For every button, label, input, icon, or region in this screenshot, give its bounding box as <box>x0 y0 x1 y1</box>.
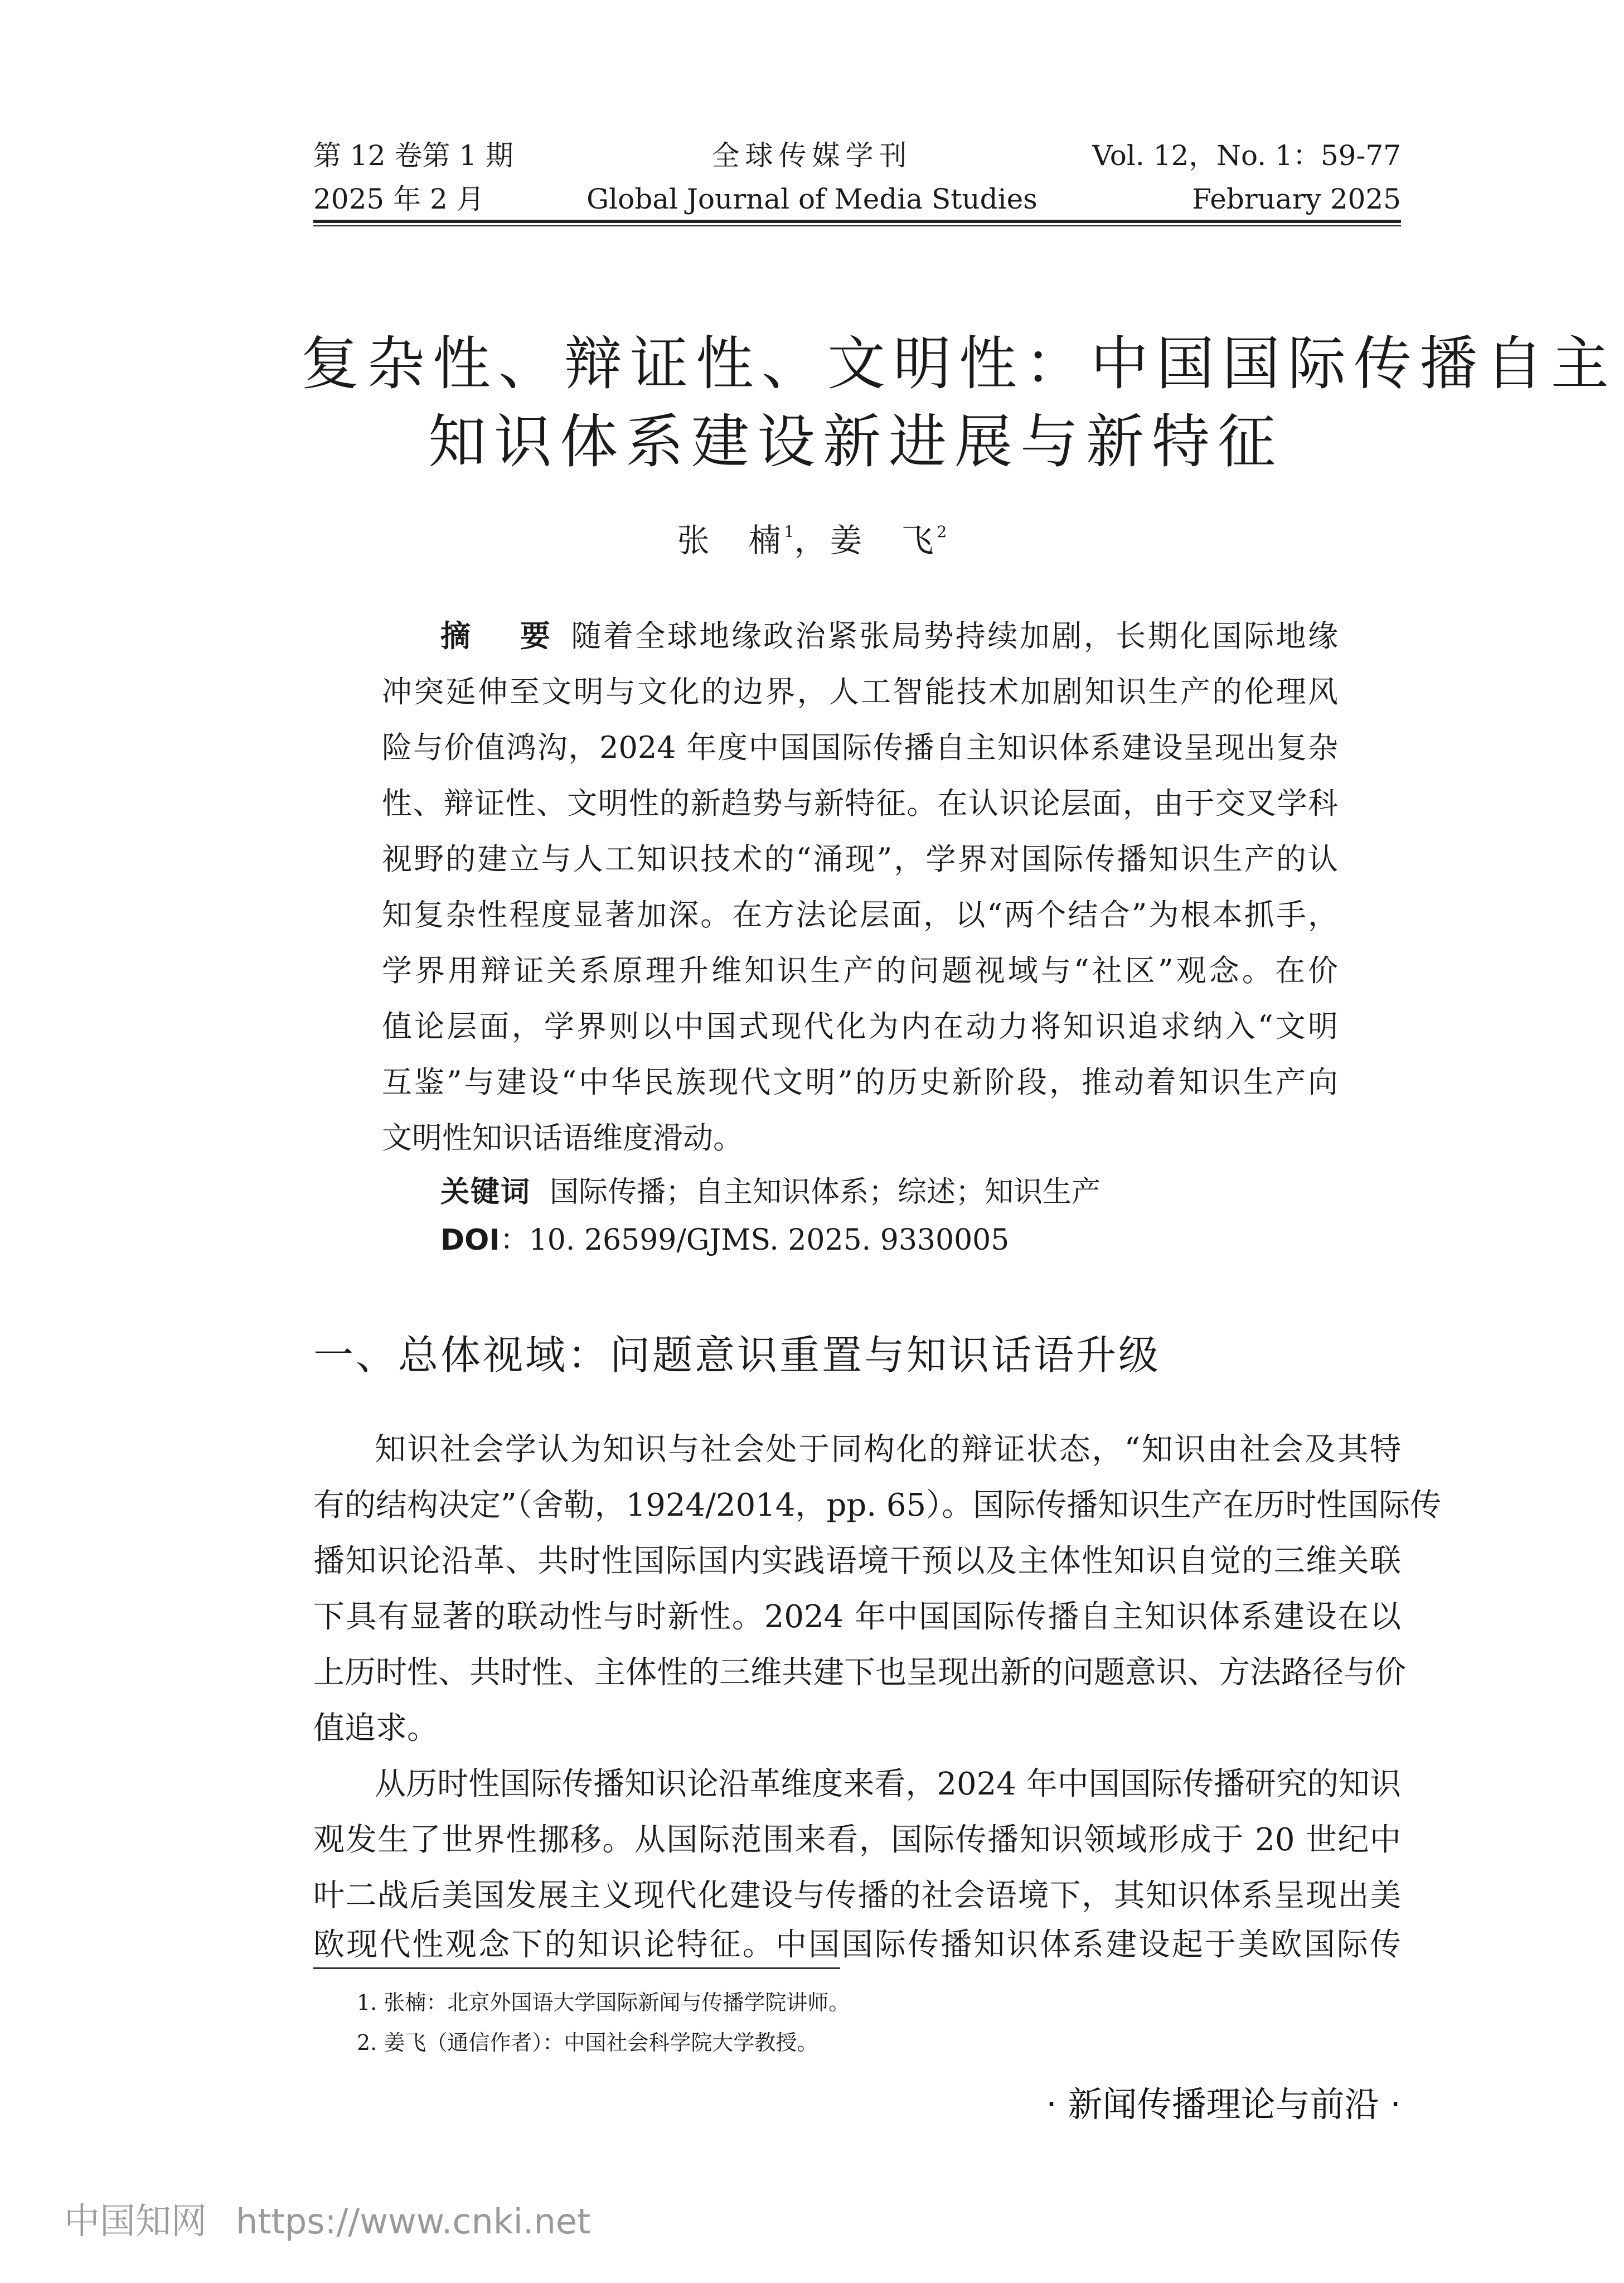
doi <box>440 1223 1010 1257</box>
header-volume-en: Vol. 12，No. 1：59-77 <box>1092 139 1401 172</box>
body-line: 从历时性国际传播知识论沿革维度来看，2024 年中国国际传播研究的知识 <box>375 1766 1401 1802</box>
body-line: 播知识论沿革、共时性国际国内实践语境干预以及主体性知识自觉的三维关联 <box>313 1543 1401 1579</box>
watermark-url[interactable]: https://www.cnki.net <box>236 2201 591 2242</box>
body-line: 知识社会学认为知识与社会处于同构化的辩证状态，“知识由社会及其特 <box>375 1431 1401 1468</box>
author-separator: ， <box>794 521 830 559</box>
watermark-brand: 中国知网 <box>64 2201 207 2242</box>
header-rule-thin <box>313 225 1401 226</box>
abstract-label: 摘 要 <box>440 618 560 654</box>
doi-label: DOI <box>440 1223 500 1257</box>
body-line: 上历时性、共时性、主体性的三维共建下也呈现出新的问题意识、方法路径与价 <box>313 1655 1406 1691</box>
abstract-line: 视野的建立与人工知识技术的“涌现”，学界对国际传播知识生产的认 <box>382 841 1338 877</box>
footnote-2: 2. 姜飞（通信作者）：中国社会科学院大学教授。 <box>357 2030 818 2055</box>
header-volume-cn: 第 12 卷第 1 期 <box>313 139 514 172</box>
header-rule <box>313 220 1401 223</box>
author-1-affiliation-mark: 1 <box>784 523 794 541</box>
body-line: 观发生了世界性挪移。从国际范围来看，国际传播知识领域形成于 20 世纪中 <box>313 1822 1401 1858</box>
abstract-line: 性、辩证性、文明性的新趋势与新特征。在认识论层面，由于交叉学科 <box>382 786 1338 821</box>
keywords-label: 关键词 <box>440 1176 531 1209</box>
doi-text: ：10. 26599/GJMS. 2025. 9330005 <box>500 1223 1010 1257</box>
section-heading: 一、总体视域：问题意识重置与知识话语升级 <box>313 1332 1161 1378</box>
keywords-text: 国际传播；自主知识体系；综述；知识生产 <box>550 1176 1101 1209</box>
paper-title-line2: 知识体系建设新进展与新特征 <box>428 408 1283 476</box>
abstract-line <box>440 618 1339 654</box>
abstract-line: 知复杂性程度显著加深。在方法论层面，以“两个结合”为根本抓手， <box>382 897 1338 932</box>
keywords <box>440 1178 1101 1207</box>
abstract-line: 值论层面，学界则以中国式现代化为内在动力将知识追求纳入“文明 <box>382 1009 1338 1044</box>
footnote-1: 1. 张楠：北京外国语大学国际新闻与传播学院讲师。 <box>357 1990 850 2015</box>
author-2-affiliation-mark: 2 <box>937 523 947 541</box>
abstract-line: 文明性知识话语维度滑动。 <box>382 1120 743 1155</box>
author-1: 张 楠 <box>677 521 784 559</box>
cnki-watermark <box>64 2193 590 2244</box>
body-line: 值追求。 <box>313 1710 438 1747</box>
body-line: 有的结构决定”（舍勒，1924/2014，pp. 65）。国际传播知识生产在历时性国际传 <box>313 1487 1442 1523</box>
body-line: 欧现代性观念下的知识论特征。中国国际传播知识体系建设起于美欧国际传 <box>313 1927 1401 1963</box>
body-line: 下具有显著的联动性与时新性。2024 年中国国际传播自主知识体系建设在以 <box>313 1599 1401 1635</box>
abstract-line: 学界用辩证关系原理升维知识生产的问题视域与“社区”观念。在价 <box>382 953 1338 988</box>
abstract-line: 互鉴”与建设“中华民族现代文明”的历史新阶段，推动着知识生产向 <box>382 1065 1338 1100</box>
author-2: 姜 飞 <box>830 521 937 559</box>
abstract-line: 险与价值鸿沟，2024 年度中国国际传播自主知识体系建设呈现出复杂 <box>382 730 1338 765</box>
body-line: 叶二战后美国发展主义现代化建设与传播的社会语境下，其知识体系呈现出美 <box>313 1878 1401 1914</box>
abstract-line: 冲突延伸至文明与文化的边界，人工智能技术加剧知识生产的伦理风 <box>382 674 1338 709</box>
header-journal-cn: 全球传媒学刊 <box>711 139 913 172</box>
column-tag: · 新闻传播理论与前沿 · <box>1046 2084 1401 2125</box>
header-journal-en: Global Journal of Media Studies <box>586 183 1038 215</box>
header-date-en: February 2025 <box>1192 183 1401 215</box>
abstract-text: 随着全球地缘政治紧张局势持续加剧，长期化国际地缘 <box>571 618 1339 654</box>
paper-title-line1: 复杂性、辩证性、文明性：中国国际传播自主 <box>301 330 1617 398</box>
footnote-rule <box>313 1967 840 1969</box>
authors <box>0 514 1624 561</box>
header-date-cn: 2025 年 2 月 <box>313 183 484 215</box>
